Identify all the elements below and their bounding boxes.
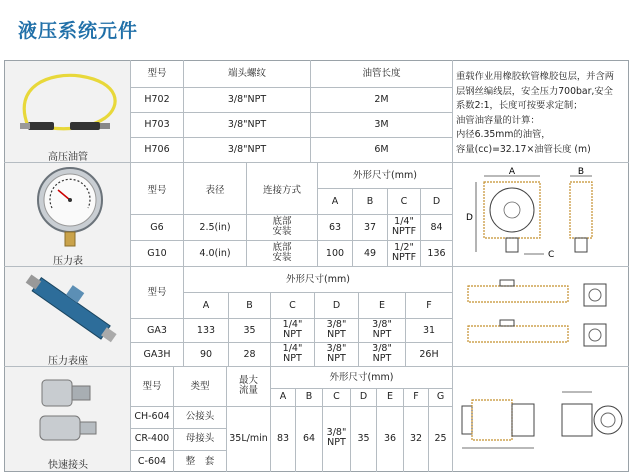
gauge-dim-d: D [432,196,441,207]
seat-d [315,344,358,364]
seat-e [359,344,405,364]
seat-dim-c: C [289,300,296,311]
seat-c-line: 1/4" [282,319,303,330]
hose-model: H702 [144,94,170,105]
note-line: 容量(cc)=32.17×油管长度 (m) [456,143,591,155]
gauge-header-dimensions: 外形尺寸(mm) [353,170,417,181]
pressure-gauge-image [30,166,110,250]
seat-model: GA3H [143,349,171,360]
gauge-a: 63 [328,222,342,233]
gauge-b: 37 [363,222,377,233]
seat-d-line: 3/8" [326,343,347,354]
dim-label: C [548,250,555,260]
gauge-caption: 压力表 [53,256,83,267]
gauge-connection-line: 底部 [272,216,292,227]
coupler-dim-d: D [359,391,368,402]
gauge-c-line: 1/4" [394,216,414,227]
coupler-g: 25 [434,433,447,444]
hose-thread: 3/8"NPT [227,94,267,105]
hose-model: H703 [144,119,170,130]
seat-d-line: NPT [327,353,346,364]
hose-length: 6M [374,144,389,155]
gauge-header-connection: 连接方式 [262,185,301,196]
hose-length: 3M [374,119,389,130]
seat-dim-d: D [332,300,341,311]
coupler-model: CR-400 [134,433,170,444]
gauge-drawing [462,166,622,262]
hose-length: 2M [374,94,389,105]
dim-label: D [466,213,473,223]
coupler-e: 36 [383,433,397,444]
dim-label: A [508,167,516,177]
gauge-connection [247,243,317,263]
gauge-dim-c: C [400,196,408,207]
coupler-a: 83 [276,433,290,444]
seat-drawing [460,272,624,362]
seat-a: 90 [199,349,213,360]
coupler-header-flow-line: 流量 [238,385,258,396]
hose-notes [456,70,628,157]
coupler-model: C-604 [137,456,167,467]
gauge-diameter: 2.5(in) [199,222,231,233]
seat-model: GA3 [147,325,167,336]
gauge-d: 84 [430,222,443,233]
gauge-connection-line: 安装 [272,252,292,263]
coupler-c-line: 3/8" [326,427,347,438]
gauge-dim-b: B [366,196,374,207]
seat-c-line: NPT [283,329,302,340]
gauge-header-diameter: 表径 [205,185,225,196]
coupler-dim-a: A [279,391,287,402]
coupler-flow: 35L/min [229,433,268,444]
coupler-drawing [458,378,626,466]
note-line: 层钢丝编线层，安全压力700bar,安全 [456,85,613,97]
gauge-model: G10 [147,248,167,259]
coupler-type: 公接头 [185,411,215,422]
seat-d [315,320,358,340]
coupler-dim-b: B [305,391,313,402]
seat-dim-b: B [246,300,253,311]
gauge-c [388,243,420,263]
coupler-dim-f: F [413,391,419,402]
gauge-c [388,217,420,237]
note-line: 油管油容量的计算： [456,114,540,126]
coupler-model: CH-604 [134,411,170,422]
seat-header-model: 型号 [147,287,167,298]
gauge-model: G6 [150,222,164,233]
seat-e-line: 3/8" [372,343,392,354]
seat-dim-f: F [426,300,432,311]
seat-e-line: NPT [372,353,392,364]
hose-image [10,66,125,142]
coupler-type: 整 套 [185,456,215,467]
coupler-dim-c: C [333,391,340,402]
coupler-header-model: 型号 [142,381,162,392]
coupler-f: 32 [409,433,423,444]
coupler-c [323,428,350,448]
hose-caption: 高压油管 [48,152,88,163]
hose-header-model: 型号 [147,68,167,79]
hose-header-thread: 端头螺纹 [227,68,266,79]
seat-f: 31 [422,325,436,336]
gauge-connection-line: 底部 [272,242,292,253]
dim-label: B [577,167,585,177]
gauge-a: 100 [325,248,345,259]
seat-dim-a: A [202,300,210,311]
seat-e [359,320,405,340]
note-line: 重载作业用橡胶软管橡胶包层，并含两 [456,71,615,82]
hose-model: H706 [144,144,170,155]
gauge-seat-image [18,272,122,348]
seat-c [271,320,314,340]
seat-b: 28 [243,349,256,360]
coupler-dim-e: E [386,391,393,402]
seat-d-line: 3/8" [326,319,347,330]
seat-c-line: NPT [283,353,302,364]
seat-e-line: 3/8" [372,319,392,330]
coupler-d: 35 [357,433,370,444]
gauge-b: 49 [363,248,377,259]
gauge-dim-a: A [331,196,339,207]
gauge-diameter: 4.0(in) [199,248,231,259]
coupler-image [30,372,110,452]
gauge-c-line: NPTF [391,252,417,263]
seat-c [271,344,314,364]
seat-dim-e: E [378,300,385,311]
coupler-c-line: NPT [327,437,346,448]
gauge-d: 136 [427,248,446,259]
seat-e-line: NPT [372,329,392,340]
coupler-header-flow-line: 最大 [238,375,258,386]
gauge-c-line: NPTF [391,226,417,237]
note-line: 内径6.35mm的油管， [456,129,551,140]
coupler-caption: 快速接头 [48,460,88,471]
seat-header-dimensions: 外形尺寸(mm) [286,274,350,285]
seat-b: 35 [243,325,256,336]
coupler-type: 母接头 [185,433,215,444]
hose-thread: 3/8"NPT [227,119,267,130]
coupler-header-type: 类型 [190,381,210,392]
page-title: 液压系统元件 [18,20,139,42]
coupler-dim-g: G [436,391,445,402]
note-line: 系数2:1，长度可按要求定制； [456,100,583,111]
hose-thread: 3/8"NPT [227,144,267,155]
hose-header-length: 油管长度 [362,68,401,79]
seat-caption: 压力表座 [48,356,88,367]
seat-f: 26H [419,349,439,360]
coupler-b: 64 [302,433,316,444]
seat-c-line: 1/4" [282,343,303,354]
gauge-connection [247,217,317,237]
gauge-c-line: 1/2" [394,242,414,253]
coupler-header-flow [227,376,270,396]
gauge-header-model: 型号 [147,185,167,196]
seat-d-line: NPT [327,329,346,340]
coupler-header-dimensions: 外形尺寸(mm) [329,372,394,383]
gauge-connection-line: 安装 [272,226,292,237]
seat-a: 133 [196,325,216,336]
